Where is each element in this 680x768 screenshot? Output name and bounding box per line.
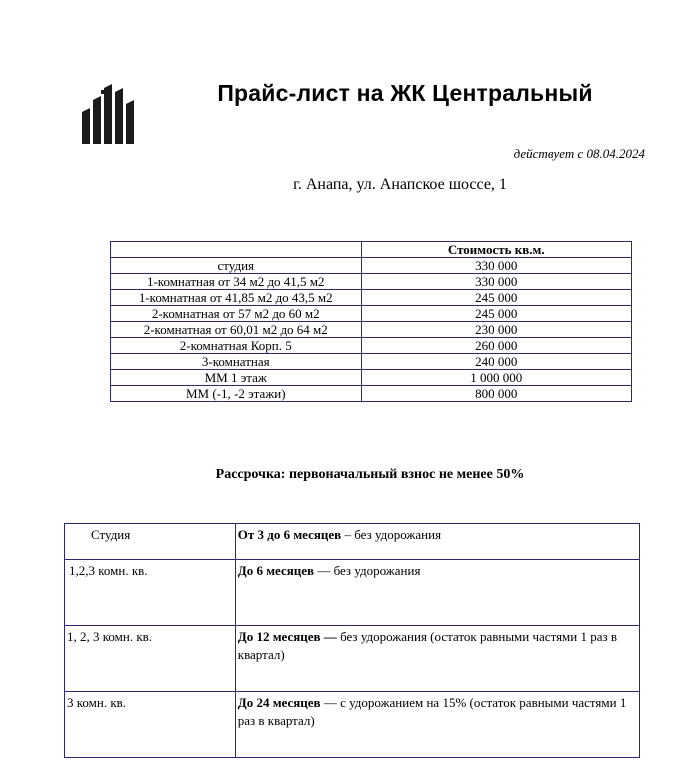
installment-details: — без удорожания xyxy=(314,563,421,578)
installment-terms xyxy=(235,524,639,560)
apartment-type: 2-комнатная Корп. 5 xyxy=(111,338,362,354)
price-value: 230 000 xyxy=(361,322,631,338)
table-header-row xyxy=(111,242,632,258)
table-row xyxy=(111,354,632,370)
valid-date: действует с 08.04.2024 xyxy=(513,146,645,161)
table-row xyxy=(111,338,632,354)
installment-terms xyxy=(235,626,639,692)
apartment-type: 3-комнатная xyxy=(111,354,362,370)
table-row xyxy=(65,626,640,692)
price-value: 260 000 xyxy=(361,338,631,354)
price-value: 800 000 xyxy=(361,386,631,402)
installment-details: — с удорожанием на 15% (остаток равными частями 1 раз в квартал) xyxy=(237,695,627,728)
apartment-type: 1-комнатная от 34 м2 до 41,5 м2 xyxy=(111,274,362,290)
price-value: 240 000 xyxy=(361,354,631,370)
table-row xyxy=(111,258,632,274)
installment-terms xyxy=(235,560,639,626)
apartment-type: 1-комнатная от 41,85 м2 до 43,5 м2 xyxy=(111,290,362,306)
address: г. Анапа, ул. Анапское шоссе, 1 xyxy=(293,176,507,193)
apartment-type: 2-комнатная от 57 м2 до 60 м2 xyxy=(111,306,362,322)
apartment-type: 2-комнатная от 60,01 м2 до 64 м2 xyxy=(111,322,362,338)
table-row xyxy=(111,274,632,290)
price-value: 330 000 xyxy=(361,258,631,274)
apartment-type: 3 комн. кв. xyxy=(65,692,236,758)
price-value: 245 000 xyxy=(361,290,631,306)
price-value: 330 000 xyxy=(361,274,631,290)
apartment-type: 1, 2, 3 комн. кв. xyxy=(65,626,236,692)
table-row xyxy=(111,386,632,402)
apartment-type: 1,2,3 комн. кв. xyxy=(65,560,236,626)
installment-terms xyxy=(235,692,639,758)
installment-title: Рассрочка: первоначальный взнос не менее 50% xyxy=(215,467,525,482)
table-row xyxy=(111,306,632,322)
installment-details: без удорожания (остаток равными частями 1 раз в квартал) xyxy=(237,629,618,662)
installment-details: – без удорожания xyxy=(341,527,442,542)
apartment-type: Студия xyxy=(65,524,236,560)
header-cell-type xyxy=(111,242,362,258)
installment-term: До 24 месяцев xyxy=(237,695,321,710)
table-row xyxy=(65,560,640,626)
price-value: 245 000 xyxy=(361,306,631,322)
page-title: Прайс-лист на ЖК Центральный xyxy=(217,80,593,106)
table-row xyxy=(65,524,640,560)
installment-table xyxy=(64,523,640,758)
header-cell-price: Стоимость кв.м. xyxy=(361,242,631,258)
price-value: 1 000 000 xyxy=(361,370,631,386)
apartment-type: ММ (-1, -2 этажи) xyxy=(111,386,362,402)
table-row xyxy=(65,692,640,758)
installment-term: От 3 до 6 месяцев xyxy=(237,527,342,542)
apartment-type: ММ 1 этаж xyxy=(111,370,362,386)
price-table xyxy=(110,241,632,402)
apartment-type: студия xyxy=(111,258,362,274)
table-row xyxy=(111,322,632,338)
table-row xyxy=(111,290,632,306)
table-row xyxy=(111,370,632,386)
building-logo-icon xyxy=(82,82,136,144)
installment-term: До 12 месяцев — xyxy=(237,629,337,644)
installment-term: До 6 месяцев xyxy=(237,563,315,578)
